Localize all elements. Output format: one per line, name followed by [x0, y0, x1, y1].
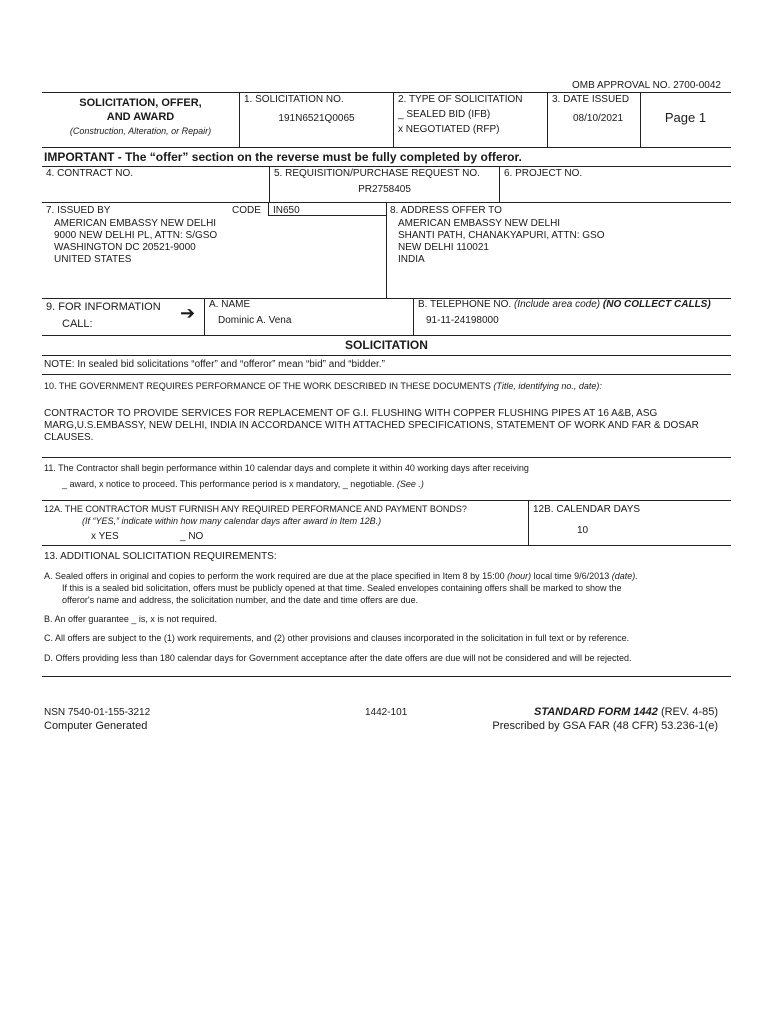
- sf-revision: (REV. 4-85): [660, 706, 718, 718]
- solicitation-header: SOLICITATION: [345, 338, 428, 352]
- arrow-right-icon: ➔: [180, 303, 196, 323]
- divider: [42, 676, 731, 677]
- page-label: Page 1: [664, 110, 707, 125]
- offer-address-line: SHANTI PATH, CHANAKYAPURI, ATTN: GSO: [398, 230, 605, 241]
- standard-form-name: [534, 706, 718, 719]
- divider: [204, 298, 205, 335]
- bonds-yes-option[interactable]: x YES: [91, 531, 119, 542]
- code-label: CODE: [232, 205, 261, 216]
- item5-label: 5. REQUISITION/PURCHASE REQUEST NO.: [274, 168, 480, 179]
- issuer-code[interactable]: IN650: [273, 205, 300, 216]
- divider: [42, 500, 731, 501]
- item9-label-call: CALL:: [62, 318, 93, 330]
- item10-label: [44, 381, 602, 392]
- date-issued[interactable]: 08/10/2021: [573, 113, 624, 124]
- requirement-a-line2: If this is a sealed bid solicitation, offers must be publicly opened at that time. Sealed envelopes containing offers shall be marked to show the: [62, 583, 622, 593]
- bonds-no-option[interactable]: _ NO: [180, 531, 204, 542]
- telephone-label-text: B. TELEPHONE NO.: [418, 299, 512, 310]
- offer-address-line: NEW DELHI 110021: [398, 242, 489, 253]
- divider: [528, 500, 529, 545]
- no-collect-calls: (NO COLLECT CALLS): [602, 299, 711, 310]
- contact-name[interactable]: Dominic A. Vena: [218, 315, 292, 326]
- omb-approval: OMB APPROVAL NO. 2700-0042: [572, 80, 721, 91]
- nsn-number: NSN 7540-01-155-3212: [44, 707, 151, 718]
- divider: [42, 355, 731, 356]
- offer-address-line: INDIA: [398, 254, 425, 265]
- sealed-bid-option[interactable]: _ SEALED BID (IFB): [398, 109, 491, 120]
- divider: [42, 335, 731, 336]
- requirement-a-mid: local time 9/6/2013: [533, 571, 610, 581]
- telephone-label: [418, 299, 711, 311]
- divider: [42, 457, 731, 458]
- computer-generated: Computer Generated: [44, 720, 148, 732]
- issuer-address-line: AMERICAN EMBASSY NEW DELHI: [54, 218, 217, 229]
- form-title-line2: AND AWARD: [106, 111, 175, 123]
- requirement-a-line3: offeror's name and address, the solicitation number, and the date and time offers are due.: [62, 595, 419, 605]
- requirement-c: C. All offers are subject to the (1) work requirements, and (2) other provisions and clauses incorporated in the solicitation in full text or by reference.: [44, 633, 630, 643]
- item11-line2-note: (See .): [396, 479, 424, 489]
- requirement-a-date: (date).: [611, 571, 638, 581]
- sf-name: STANDARD FORM 1442: [534, 706, 658, 718]
- telephone-number[interactable]: 91-11-24198000: [426, 315, 499, 326]
- issuer-address-line: 9000 NEW DELHI PL, ATTN: S/GSO: [54, 230, 218, 241]
- solicitation-number[interactable]: 191N6521Q0065: [278, 113, 355, 124]
- item9-label: 9. FOR INFORMATION: [46, 301, 161, 313]
- form-title-subtitle: (Construction, Alteration, or Repair): [69, 126, 212, 136]
- work-description-line: MARG,U.S.EMBASSY, NEW DELHI, INDIA IN ACCORDANCE WITH ATTACHED SPECIFICATIONS, STATEMENT OF WORK AND FAR & DOSAR: [44, 420, 699, 431]
- negotiated-option[interactable]: x NEGOTIATED (RFP): [398, 124, 500, 135]
- requirement-a-text: A. Sealed offers in original and copies to perform the work required are due at the place specified in Item 8 by 15:00: [44, 571, 505, 581]
- item10-label-text: 10. THE GOVERNMENT REQUIRES PERFORMANCE OF THE WORK DESCRIBED IN THESE DOCUMENTS: [44, 381, 491, 391]
- issuer-address-line: UNITED STATES: [54, 254, 132, 265]
- note: NOTE: In sealed bid solicitations “offer” and “offeror” mean “bid” and “bidder.”: [44, 359, 385, 370]
- item8-label: 8. ADDRESS OFFER TO: [390, 205, 502, 216]
- work-description-line: CLAUSES.: [44, 432, 94, 443]
- issuer-address-line: WASHINGTON DC 20521-9000: [54, 242, 196, 253]
- item13-label: 13. ADDITIONAL SOLICITATION REQUIREMENTS:: [44, 551, 277, 562]
- telephone-note: (Include area code): [513, 299, 601, 310]
- item10-label-note: (Title, identifying no., date):: [493, 381, 602, 391]
- divider: [42, 147, 731, 148]
- form-code: 1442-101: [365, 707, 408, 718]
- divider: [386, 202, 387, 298]
- calendar-days[interactable]: 10: [577, 525, 589, 536]
- item7-label: 7. ISSUED BY: [46, 205, 111, 216]
- divider: [499, 166, 500, 202]
- requisition-number[interactable]: PR2758405: [358, 184, 411, 195]
- item3-label: 3. DATE ISSUED: [552, 94, 630, 105]
- divider: [413, 298, 414, 335]
- item12b-label: 12B. CALENDAR DAYS: [533, 504, 641, 515]
- divider: [42, 166, 731, 167]
- divider: [393, 92, 394, 147]
- item12a-label: 12A. THE CONTRACTOR MUST FURNISH ANY REQUIRED PERFORMANCE AND PAYMENT BONDS?: [44, 504, 467, 514]
- divider: [547, 92, 548, 147]
- item11-line1: 11. The Contractor shall begin performance within 10 calendar days and complete it within 40 working days after receiving: [44, 463, 529, 473]
- important-notice: IMPORTANT - The “offer” section on the reverse must be fully completed by offeror.: [44, 150, 522, 164]
- work-description-line: CONTRACTOR TO PROVIDE SERVICES FOR REPLACEMENT OF G.I. FLUSHING WITH COPPER FLUSHING PIPES AT 16 A&B, ASG: [44, 408, 658, 419]
- requirement-a-line1: [44, 571, 638, 582]
- divider: [42, 374, 731, 375]
- item11-line2-text: _ award, x notice to proceed. This performance period is x mandatory, _ negotiable.: [62, 479, 395, 489]
- name-label: A. NAME: [209, 299, 251, 310]
- item6-label: 6. PROJECT NO.: [504, 168, 583, 179]
- form-title-line1: SOLICITATION, OFFER,: [79, 97, 202, 109]
- item12a-note: (If “YES,” indicate within how many calendar days after award in Item 12B.): [82, 516, 382, 526]
- offer-address-line: AMERICAN EMBASSY NEW DELHI: [398, 218, 561, 229]
- item2-label: 2. TYPE OF SOLICITATION: [398, 94, 523, 105]
- requirement-a-hour: (hour): [507, 571, 532, 581]
- item11-line2: [62, 479, 424, 490]
- divider: [42, 545, 731, 546]
- divider: [42, 92, 731, 93]
- prescribed-by: Prescribed by GSA FAR (48 CFR) 53.236-1(e): [492, 720, 718, 732]
- item1-label: 1. SOLICITATION NO.: [244, 94, 344, 105]
- requirement-d: D. Offers providing less than 180 calendar days for Government acceptance after the date offers are due will not be considered and will be rejected.: [44, 653, 632, 663]
- item4-label: 4. CONTRACT NO.: [46, 168, 134, 179]
- divider: [268, 202, 269, 215]
- requirement-b: B. An offer guarantee _ is, x is not required.: [44, 614, 217, 624]
